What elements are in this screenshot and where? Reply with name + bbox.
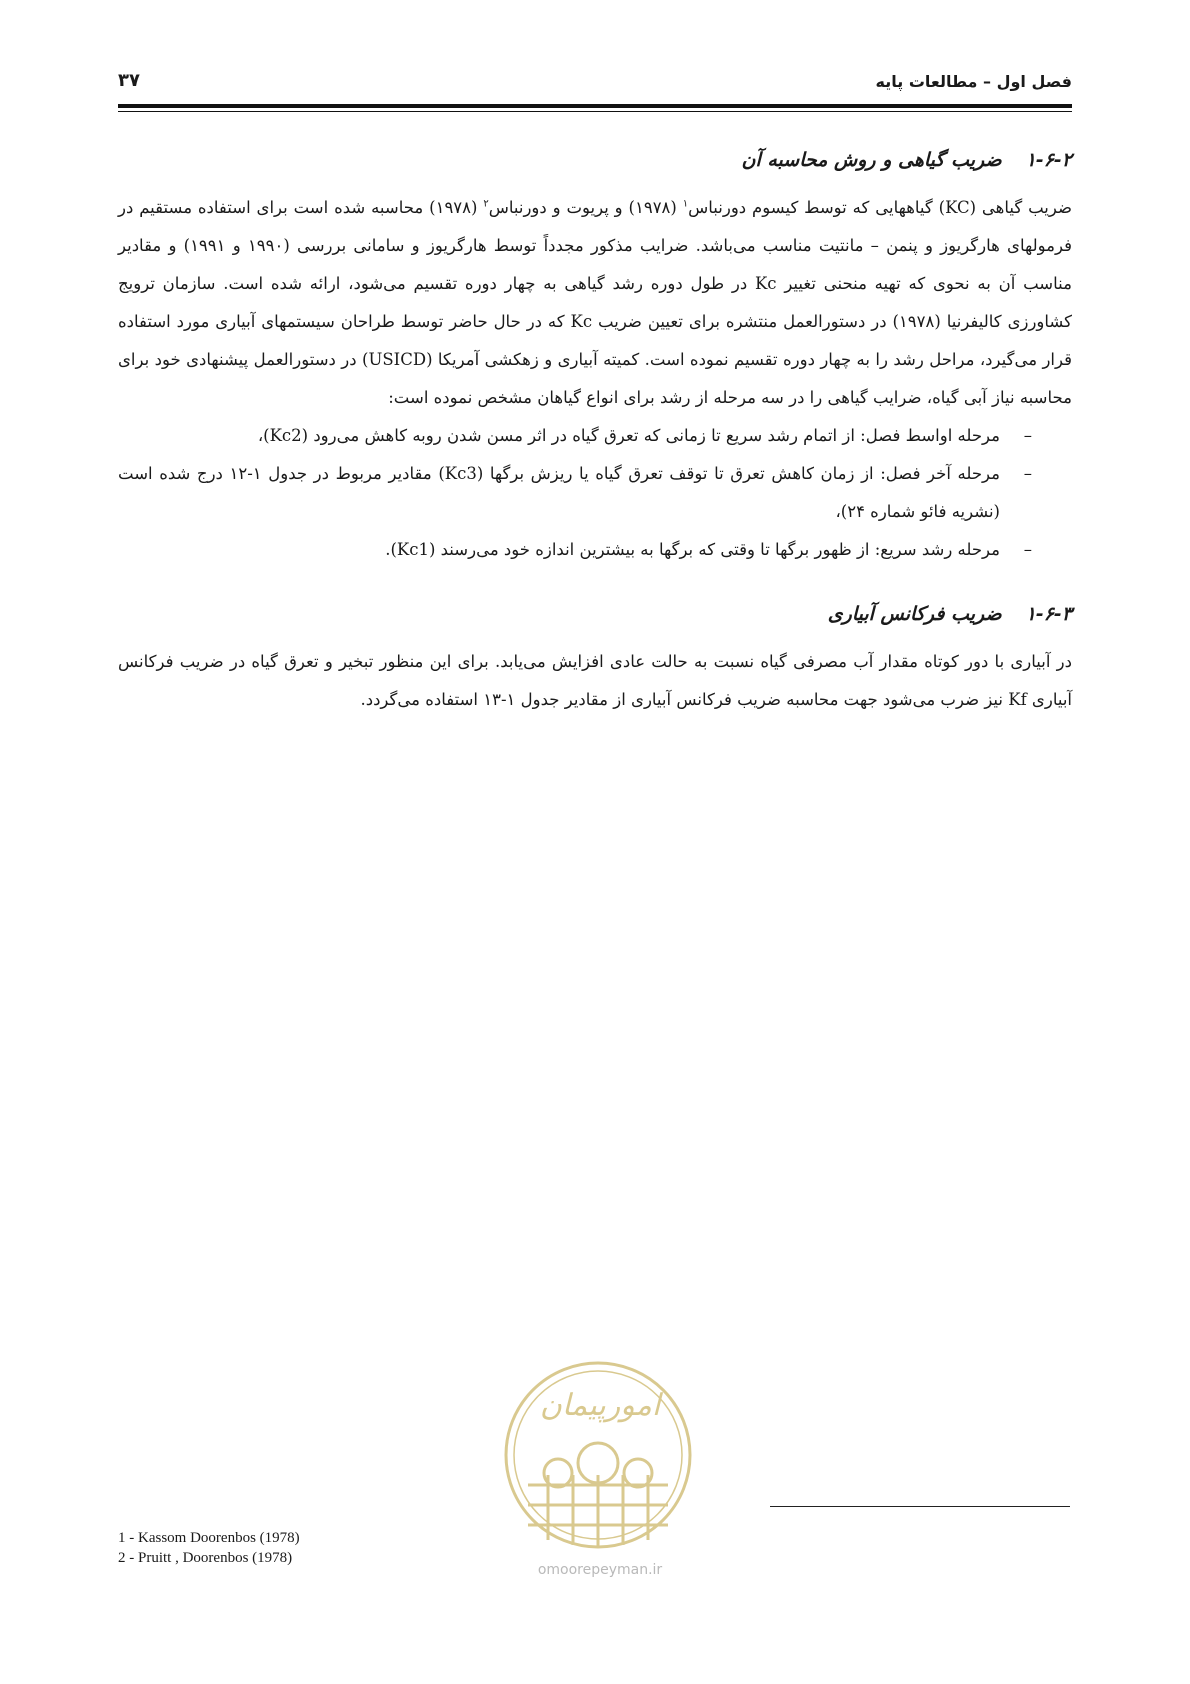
- footnote-separator: [770, 1506, 1070, 1507]
- watermark-logo-text: امورپیمان: [539, 1388, 661, 1423]
- footnote-1: 1 - Kassom Doorenbos (1978): [118, 1530, 300, 1546]
- section-title-text: ضریب فرکانس آبیاری: [827, 603, 1002, 625]
- bullet-dash: –: [1023, 464, 1032, 483]
- list-item: [118, 417, 1032, 455]
- chapter-title: فصل اول – مطالعات پایه: [875, 72, 1072, 91]
- page-header: [118, 70, 1072, 100]
- list-item-text: مرحله رشد سریع: از ظهور برگها تا وقتی که برگها به بیشترین اندازه خود می‌رسند (Kc1).: [385, 540, 1000, 559]
- header-rule-thick: [118, 104, 1072, 108]
- footnotes: [118, 1528, 300, 1568]
- footnote-ref-1[interactable]: ۱: [682, 198, 689, 210]
- list-item-text: مرحله آخر فصل: از زمان کاهش تعرق تا توقف تعرق گیاه یا ریزش برگها (Kc3) مقادیر مربوط در جدول ۱-۱۲ درج شده است (نشریه فائو شماره ۲۴)،: [118, 464, 1000, 521]
- footnote-2: 2 - Pruitt , Doorenbos (1978): [118, 1550, 293, 1566]
- page-content: [118, 145, 1072, 719]
- page-number: ۳۷: [118, 70, 140, 91]
- bullet-dash: –: [1023, 540, 1032, 559]
- section-number: ۱-۶-۲: [1025, 149, 1072, 171]
- footnote-ref-2[interactable]: ۲: [483, 198, 489, 210]
- paragraph-text: (۱۹۷۸) محاسبه شده است برای استفاده مستقیم در فرمولهای هارگریوز و پنمن – مانتیت مناسب می‌باشد. ضرایب مذکور مجدداً توسط هارگریوز و سامانی بررسی (۱۹۹۰ و ۱۹۹۱) و مقادیر مناسب آن به نحوی که تهیه منحنی تغییر Kc در طول دوره رشد گیاهی به چهار دوره تقسیم می‌شود، ارائه شده است. سازمان ترویج کشاورزی کالیفرنیا (۱۹۷۸) در دستورالعمل منتشره برای تعیین ضریب Kc که در حال حاضر توسط طراحان سیستمهای آبیاری مورد استفاده قرار می‌گیرد، مراحل رشد را به چهار دوره تقسیم نموده است. کمیته آبیاری و زهکشی آمریکا (USICD) در دستورالعمل پیشنهادی خود برای محاسبه نیاز آبی گیاه، ضرایب گیاهی را در سه مرحله از رشد برای انواع گیاهان مشخص نموده است:: [118, 198, 1072, 407]
- watermark-site: omoorepeyman.ir: [537, 1562, 663, 1578]
- section-number: ۱-۶-۳: [1025, 603, 1072, 625]
- header-rule-thin: [118, 111, 1072, 112]
- paragraph-text: (۱۹۷۸) و پریوت و دورنباس: [488, 198, 683, 217]
- section-heading-frequency-coefficient: [118, 599, 1072, 629]
- list-item: [118, 531, 1032, 569]
- crop-coefficient-paragraph: [118, 189, 1072, 417]
- section-title-text: ضریب گیاهی و روش محاسبه آن: [741, 149, 1002, 171]
- growth-stage-list: [118, 417, 1072, 569]
- list-item-text: مرحله اواسط فصل: از اتمام رشد سریع تا زمانی که تعرق گیاه در اثر مسن شدن روبه کاهش می‌رود (Kc2)،: [257, 426, 1000, 445]
- watermark-logo: [488, 1355, 708, 1555]
- paragraph-text: ضریب گیاهی (KC) گیاهها‌یی که توسط کیسوم دورنباس: [688, 198, 1073, 217]
- list-item: [118, 455, 1032, 531]
- bullet-dash: –: [1023, 426, 1032, 445]
- section-heading-crop-coefficient: [118, 145, 1072, 175]
- frequency-coefficient-paragraph: در آبیاری با دور کوتاه مقدار آب مصرفی گیاه نسبت به حالت عادی افزایش می‌یابد. برای این منظور تبخیر و تعرق گیاه در ضریب فرکانس آبیاری Kf نیز ضرب می‌شود جهت محاسبه ضریب فرکانس آبیاری از مقادیر جدول ۱-۱۳ استفاده می‌گردد.: [118, 652, 1072, 709]
